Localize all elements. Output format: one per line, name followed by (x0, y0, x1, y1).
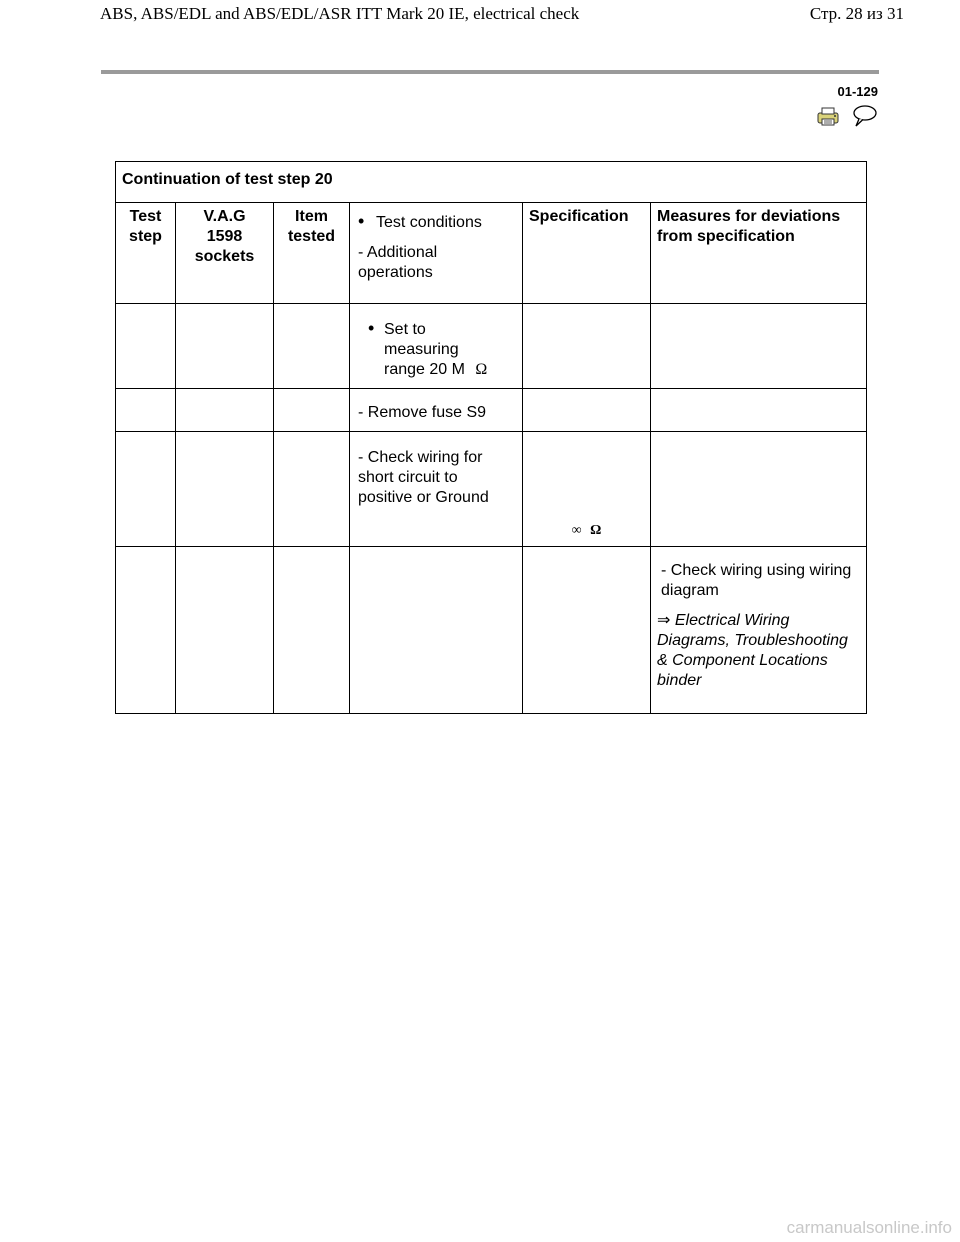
row-conditions: - Check wiring for short circuit to positive or Ground (350, 432, 523, 547)
header-vag-line2: 1598 (206, 228, 243, 245)
printer-icon[interactable] (817, 106, 839, 126)
arrow-right-icon: ⇒ (657, 612, 671, 629)
infinity-symbol: ∞ (571, 523, 582, 538)
speech-bubble-icon[interactable] (850, 104, 878, 128)
row-specification (523, 432, 651, 547)
row-conditions-line3 (384, 360, 514, 380)
table-row (116, 547, 867, 714)
ohm-symbol: Ω (590, 523, 602, 538)
row-conditions (350, 304, 523, 389)
bullet-icon: • (368, 318, 375, 338)
table-row (116, 432, 867, 547)
test-step-table (115, 161, 867, 714)
header-vag-line3: sockets (194, 248, 255, 265)
page-counter: Стр. 28 из 31 (809, 4, 904, 23)
document-title: ABS, ABS/EDL and ABS/EDL/ASR ITT Mark 20 IE, electrical check (100, 4, 580, 23)
table-caption-row (116, 162, 867, 203)
header-specification: Specification (523, 203, 651, 304)
measures-reference-text: Electrical Wiring Diagrams, Troubleshooting & Component Locations binder (657, 612, 848, 689)
table-row (116, 304, 867, 389)
row-conditions-bullet (368, 320, 514, 380)
header-conditions-bullet (358, 213, 514, 233)
header-vag-line1: V.A.G (203, 208, 246, 225)
ohm-symbol: Ω (475, 361, 488, 378)
row-measures (651, 547, 867, 714)
measures-check-wiring: - Check wiring using wiring diagram (661, 562, 852, 599)
header-rule (101, 70, 879, 74)
row-conditions-line2: measuring (384, 341, 459, 358)
header-item-tested: Item tested (274, 203, 350, 304)
header-test-conditions: Test conditions (376, 214, 482, 231)
header-measures: Measures for deviations from specification (651, 203, 867, 304)
table-caption: Continuation of test step 20 (116, 162, 867, 203)
row-conditions-line1: Set to (384, 321, 426, 338)
row-conditions: - Remove fuse S9 (350, 389, 523, 432)
header-test-step: Test step (116, 203, 176, 304)
table-row (116, 389, 867, 432)
measures-reference[interactable] (657, 611, 858, 691)
header-additional: - Additional operations (358, 244, 438, 281)
bullet-icon: • (358, 211, 365, 231)
table-header-row (116, 203, 867, 304)
range-text: range 20 M (384, 361, 465, 378)
header-vag-sockets (176, 203, 274, 304)
page-number: 01-129 (837, 84, 878, 99)
footer-watermark: carmanualsonline.info (786, 1218, 952, 1237)
header-conditions (350, 203, 523, 304)
